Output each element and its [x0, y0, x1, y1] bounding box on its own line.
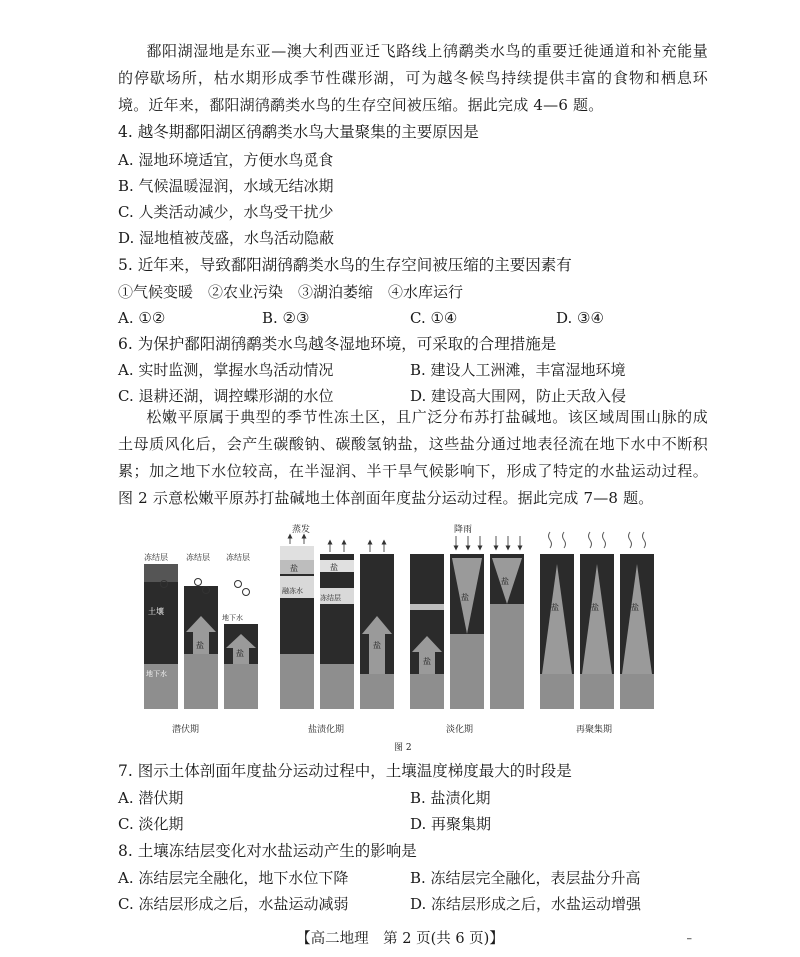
label-groundwater: 地下水 — [146, 670, 167, 678]
q4-option-b[interactable]: B. 气候温暖湿润，水域无结冰期 — [118, 177, 334, 195]
label-salt-4: 盐 — [330, 563, 338, 572]
q8-option-c[interactable]: C. 冻结层形成之后，水盐运动减弱 — [118, 895, 349, 913]
label-soil: 土壤 — [148, 607, 164, 616]
q6-option-c[interactable]: C. 退耕还湖，调控蝶形湖的水位 — [118, 387, 334, 405]
q5-option-c[interactable]: C. ①④ — [410, 309, 458, 327]
label-salt-2: 盐 — [236, 649, 244, 658]
page-footer: 【高二地理 第 2 页(共 6 页)】 — [296, 931, 504, 947]
stage-salinization — [280, 524, 394, 735]
label-meltwater: 融冻水 — [282, 587, 303, 595]
stage-label-desalination: 淡化期 — [446, 725, 474, 735]
passage-1: 鄱阳湖湿地是东亚—澳大利西亚迁飞路线上鸻鹬类水鸟的重要迁徙通道和补充能量的停歇场所，枯水期形成季节性碟形湖，可为越冬候鸟持续提供丰富的食物和栖息环境。近年来，鄱阳湖鸻鹬类水鸟的生存空间被压缩。据此完成 4—6 题。 — [118, 42, 708, 114]
q4-option-d[interactable]: D. 湿地植被茂盛，水鸟活动隐蔽 — [118, 229, 335, 247]
stage-latent — [144, 552, 258, 735]
q8-option-b[interactable]: B. 冻结层完全融化，表层盐分升高 — [410, 869, 641, 887]
label-frozen-1: 冻结层 — [144, 553, 168, 562]
stage-label-salinization: 盐渍化期 — [308, 725, 345, 735]
figure-caption: 图 2 — [394, 743, 412, 752]
q8-option-a[interactable]: A. 冻结层完全融化，地下水位下降 — [118, 869, 349, 887]
q7-option-b[interactable]: B. 盐渍化期 — [410, 789, 491, 807]
q7-option-d[interactable]: D. 再聚集期 — [410, 815, 492, 833]
label-frozen-2: 冻结层 — [186, 553, 210, 562]
q4-option-a[interactable]: A. 湿地环境适宜，方便水鸟觅食 — [118, 151, 334, 169]
q6-option-d[interactable]: D. 建设高大围网，防止天敌入侵 — [410, 387, 627, 405]
label-salt-5: 盐 — [373, 641, 381, 650]
q5-option-d[interactable]: D. ③④ — [556, 309, 604, 327]
q5-option-b[interactable]: B. ②③ — [262, 309, 310, 327]
q5-factors: ①气候变暖 ②农业污染 ③湖泊萎缩 ④水库运行 — [118, 283, 464, 301]
question-5-stem: 5. 近年来，导致鄱阳湖鸻鹬类水鸟的生存空间被压缩的主要因素有 — [118, 256, 572, 274]
question-7-stem: 7. 图示土体剖面年度盐分运动过程中，土壤温度梯度最大的时段是 — [118, 762, 572, 780]
q7-option-c[interactable]: C. 淡化期 — [118, 815, 184, 833]
label-groundwater-2: 地下水 — [222, 614, 243, 622]
label-evaporation: 蒸发 — [292, 525, 311, 535]
label-salt-7: 盐 — [461, 593, 469, 602]
passage-2: 松嫩平原属于典型的季节性冻土区，且广泛分布苏打盐碱地。该区域周围山脉的成土母质风化后，会产生碳酸钠、碳酸氢钠盐，这些盐分通过地表径流在地下水中不断积累；加之地下水位较高，在半湿润、半干旱气候影响下，形成了特定的水盐运动过程。图 2 示意松嫩平原苏打盐碱地土体剖面年度盐分运动过程。据此完成 7—8 题。 — [118, 408, 708, 507]
q8-option-d[interactable]: D. 冻结层形成之后，水盐运动增强 — [410, 895, 642, 913]
label-frozen-3: 冻结层 — [226, 553, 250, 562]
label-salt-9: 盐 — [551, 603, 559, 612]
figure-2-salt-movement — [140, 524, 670, 752]
question-4-stem: 4. 越冬期鄱阳湖区鸻鹬类水鸟大量聚集的主要原因是 — [118, 123, 479, 141]
label-frozen-4: 冻结层 — [320, 594, 341, 602]
label-salt-6: 盐 — [423, 657, 431, 666]
label-salt-3: 盐 — [290, 564, 298, 573]
stage-label-latent: 潜伏期 — [172, 725, 200, 735]
stage-desalination — [410, 524, 524, 735]
q4-option-c[interactable]: C. 人类活动减少，水鸟受干扰少 — [118, 203, 334, 221]
label-rain: 降雨 — [454, 525, 473, 535]
question-6-stem: 6. 为保护鄱阳湖鸻鹬类水鸟越冬湿地环境，可采取的合理措施是 — [118, 335, 557, 353]
q6-option-b[interactable]: B. 建设人工洲滩，丰富湿地环境 — [410, 361, 626, 379]
stage-reaccumulation — [540, 532, 654, 735]
q6-option-a[interactable]: A. 实时监测，掌握水鸟活动情况 — [118, 361, 334, 379]
figure-2-svg — [140, 524, 670, 752]
label-salt-8: 盐 — [501, 577, 509, 586]
label-salt-11: 盐 — [631, 603, 639, 612]
stage-label-reaccumulation: 再聚集期 — [576, 725, 613, 735]
q5-option-a[interactable]: A. ①② — [118, 309, 166, 327]
label-salt-10: 盐 — [591, 603, 599, 612]
q7-option-a[interactable]: A. 潜伏期 — [118, 789, 184, 807]
label-salt-1: 盐 — [196, 641, 204, 650]
question-8-stem: 8. 土壤冻结层变化对水盐运动产生的影响是 — [118, 842, 417, 860]
corner-mark: – — [686, 932, 692, 945]
